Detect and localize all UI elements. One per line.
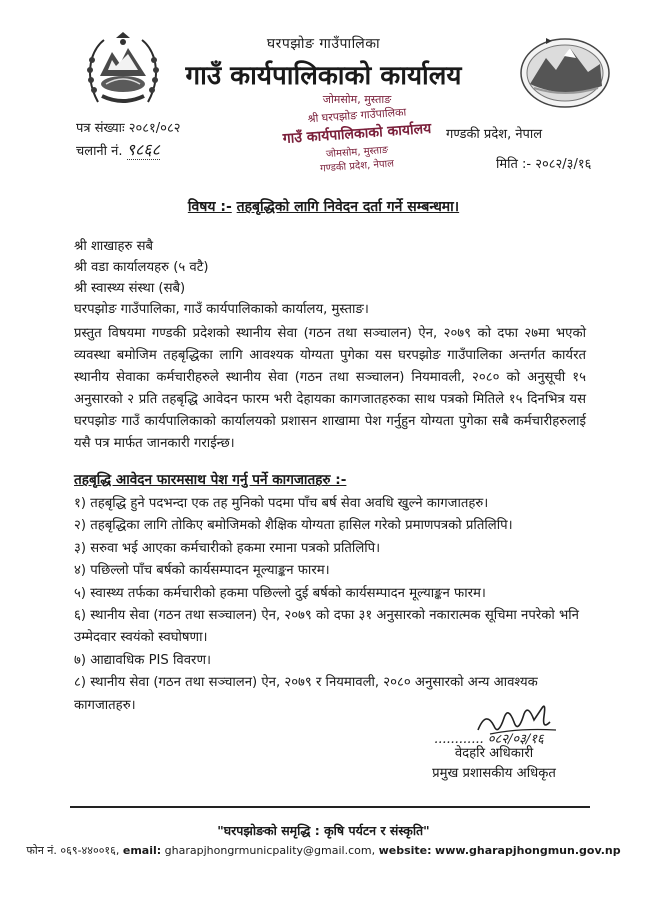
recipient-line: श्री स्वास्थ्य संस्था (सबै): [74, 281, 186, 296]
subject-line: [0, 197, 647, 216]
document-item: ३) सरुवा भई आएका कर्मचारीको हकमा रमाना पत्रको प्रतिलिपि।: [74, 540, 381, 556]
date-label: मिति :-: [496, 157, 532, 172]
dispatch-number-label: चलानी नं.: [76, 144, 123, 159]
document-item: ६) स्थानीय सेवा (गठन तथा सञ्चालन) ऐन, २०७९ को दफा ३१ अनुसारको नकारात्मक सूचिमा नपरेको भनि उम्मेदवार स्वयंको स्वघोषणा।: [74, 608, 579, 646]
recipient-line: श्री वडा कार्यालयहरु (५ वटै): [74, 260, 209, 275]
footer-divider: [70, 806, 590, 808]
phone-value: ०६९-४४००१६,: [60, 844, 120, 857]
stamp-line-2: गाउँ कार्यपालिकाको कार्यालय: [282, 120, 432, 148]
document-item: २) तहबृद्धिका लागि तोकिए बमोजिमको शैक्षिक योग्यता हासिल गरेको प्रमाणपत्रको प्रतिलिपि।: [74, 518, 513, 534]
recipients-block: [74, 236, 369, 320]
office-stamp: [272, 92, 442, 176]
phone-label: फोन नं.: [26, 844, 57, 857]
subject-label: विषय :-: [187, 199, 232, 215]
document-item: १) तहबृद्धि हुने पदभन्दा एक तह मुनिको पदमा पाँच बर्ष सेवा अवधि खुल्ने कागजातहरु।: [74, 496, 489, 511]
documents-list: [74, 493, 589, 717]
website-label: website:: [378, 844, 432, 857]
province-text: गण्डकी प्रदेश, नेपाल: [446, 127, 543, 142]
signature-dots: ............: [434, 732, 484, 747]
letter-number-label: पत्र संख्याः: [76, 121, 125, 136]
signatory-name: वेदहरि अधिकारी: [454, 746, 534, 761]
document-item: ७) आद्यावधिक PIS विवरण।: [74, 652, 211, 668]
signature-date-value: ०८२/०३/१६: [487, 732, 544, 747]
letter-number: [76, 118, 180, 136]
document-item: ५) स्वास्थ्य तर्फका कर्मचारीको हकमा पछिल्लो दुई बर्षको कार्यसम्पादन मूल्याङ्कन फारम।: [74, 585, 486, 601]
document-item: ८) स्थानीय सेवा (गठन तथा सञ्चालन) ऐन, २०७९ र नियमावली, २०८० अनुसारको अन्य आवश्यक कागजातहरु।: [74, 675, 538, 713]
footer-contact: [0, 843, 647, 858]
stamp-line-3: जोमसोम, मुस्ताङ: [325, 144, 389, 161]
subject-text: तहबृद्धिको लागि निवेदन दर्ता गर्ने सम्बन्धमा।: [236, 199, 460, 215]
signatory-title: प्रमुख प्रशासकीय अधिकृत: [432, 766, 556, 781]
dispatch-number-value: ९८६८: [126, 140, 160, 159]
footer-motto: "घरपझोङको समृद्धि : कृषि पर्यटन र संस्कृति": [217, 823, 430, 838]
email-label: email:: [122, 844, 162, 857]
stamp-location: जोमसोम, मुस्ताङ: [322, 93, 392, 106]
signatory-block: [414, 744, 574, 784]
date-value: २०८२/३/१६: [535, 157, 592, 172]
dispatch-number: [76, 138, 160, 160]
documents-heading: तहबृद्धि आवेदन फारमसाथ पेश गर्नु पर्ने कागजातहरु :-: [74, 472, 347, 488]
email-value: gharapjhongrmunicpality@gmail.com,: [164, 844, 376, 857]
letter-date: [496, 154, 591, 172]
website-value: www.gharapjhongmun.gov.np: [435, 844, 621, 857]
recipient-line: घरपझोङ गाउँपालिका, गाउँ कार्यपालिकाको कार्यालय, मुस्ताङ।: [74, 302, 369, 317]
office-title: गाउँ कार्यपालिकाको कार्यालय: [185, 61, 462, 91]
letter-number-value: २०८१/०८२: [128, 121, 181, 136]
recipient-line: श्री शाखाहरु सबै: [74, 239, 154, 254]
document-item: ४) पछिल्लो पाँच बर्षको कार्यसम्पादन मूल्याङ्कन फारम।: [74, 563, 330, 579]
stamp-line-1: श्री घरपझोङ गाउँपालिका: [307, 105, 407, 126]
body-paragraph: प्रस्तुत विषयमा गण्डकी प्रदेशको स्थानीय सेवा (गठन तथा सञ्चालन) ऐन, २०७९ को दफा २७मा भएको व्यवस्था बमोजिम तहबृद्धिका लागि आवश्यक योग्यता पुगेका यस घरपझोङ गाउँपालिका अन्तर्गत कार्यरत स्थानीय सेवाका कर्मचारीहरुले स्थानीय सेवा (गठन तथा सञ्चालन) नियमावली, २०८० को अनुसूची १५ अनुसारको २ प्रति तहबृद्धि आवेदन फारम भरी देहायका कागजातहरुका साथ पत्रको मितिले १५ दिनभित्र यस घरपझोङ गाउँ कार्यपालिकाको कार्यालयको प्रशासन शाखामा पेश गर्नुहुन योग्यता पुगेका सबै कर्मचारीहरुलाई यसै पत्र मार्फत जानकारी गराईन्छ।: [74, 326, 586, 451]
stamp-line-4: गण्डकी प्रदेश, नेपाल: [319, 158, 395, 175]
municipality-name: घरपझोङ गाउँपालिका: [266, 36, 381, 52]
